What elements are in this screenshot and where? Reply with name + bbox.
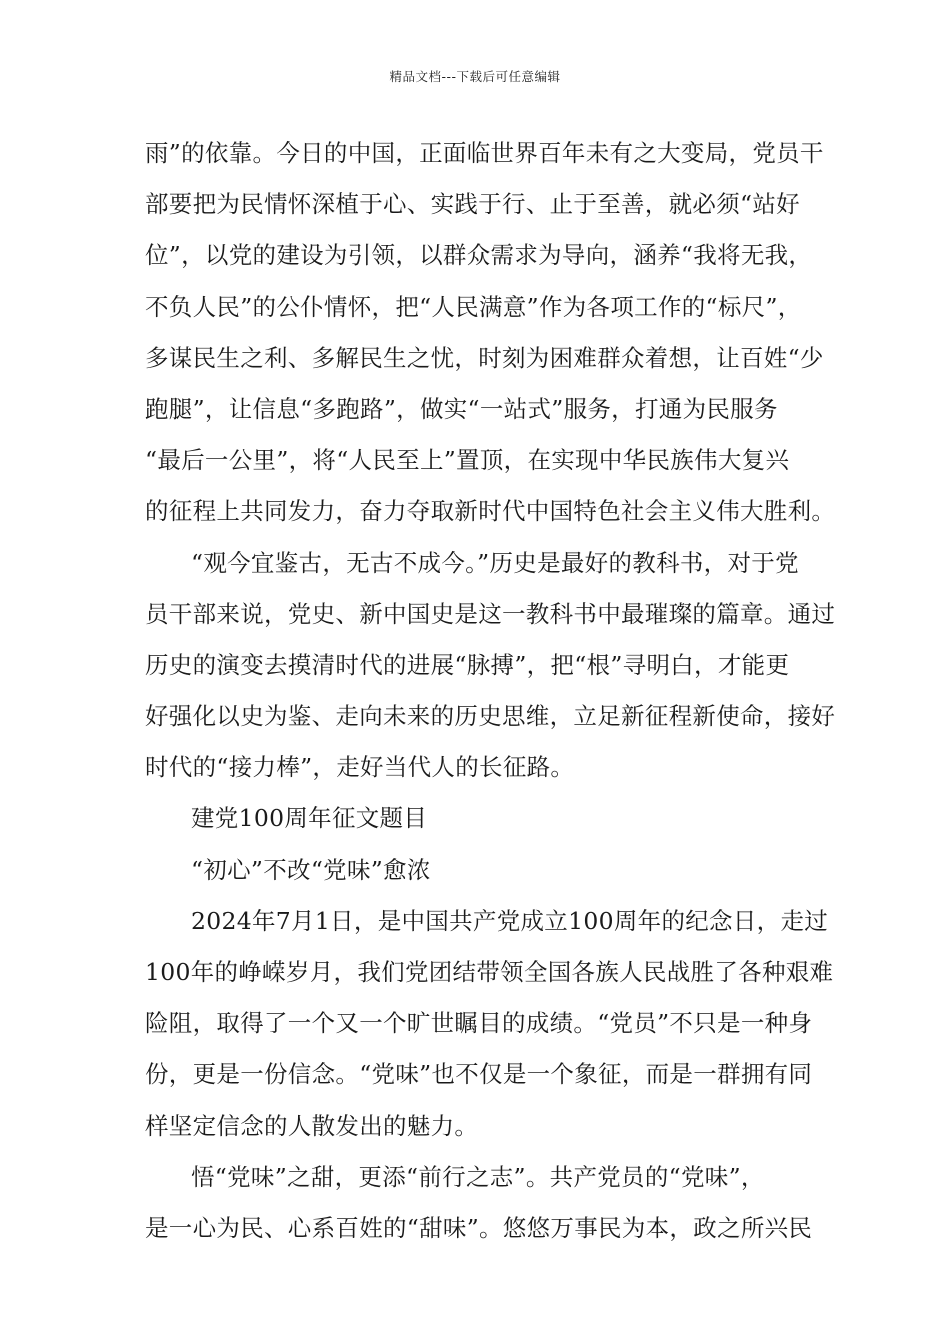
text-line: 部要把为民情怀深植于心、实践于行、止于至善，就必须“站好 <box>145 190 800 219</box>
text-line: 100年的峥嵘岁月，我们党团结带领全国各族人民战胜了各种艰难 <box>145 958 834 986</box>
text-line: 2024年7月1日，是中国共产党成立100周年的纪念日，走过 <box>191 906 829 935</box>
text-line: 多谋民生之利、多解民生之忧，时刻为困难群众着想，让百姓“少 <box>145 343 824 372</box>
text-line: “最后一公里”，将“人民至上”置顶，在实现中华民族伟大复兴 <box>145 446 790 475</box>
section-heading: 建党100周年征文题目 <box>191 804 428 833</box>
text-line: 好强化以史为鉴、走向未来的历史思维，立足新征程新使命，接好 <box>145 702 836 731</box>
text-line: “观今宜鉴古，无古不成今。”历史是最好的教科书，对于党 <box>191 548 799 577</box>
document-body <box>145 128 836 1254</box>
text-line: 的征程上共同发力，奋力夺取新时代中国特色社会主义伟大胜利。 <box>145 497 836 526</box>
text-line: 雨”的依靠。今日的中国，正面临世界百年未有之大变局，党员干 <box>145 139 824 167</box>
text-line: 跑腿”，让信息“多跑路”，做实“一站式”服务，打通为民服务 <box>145 394 778 423</box>
text-line: 历史的演变去摸清时代的进展“脉搏”，把“根”寻明白，才能更 <box>145 650 790 679</box>
text-line: 时代的“接力棒”，走好当代人的长征路。 <box>145 753 575 782</box>
text-line: 份，更是一份信念。“党味”也不仅是一个象征，而是一群拥有同 <box>145 1060 813 1089</box>
text-line: 位”，以党的建设为引领，以群众需求为导向，涵养“我将无我， <box>145 241 813 270</box>
text-line: 是一心为民、心系百姓的“甜味”。悠悠万事民为本，政之所兴民 <box>145 1213 813 1242</box>
article-title: “初心”不改“党味”愈浓 <box>191 855 431 884</box>
text-line: 悟“党味”之甜，更添“前行之志”。共产党员的“党味”， <box>191 1162 765 1191</box>
text-line: 不负人民”的公仆情怀，把“人民满意”作为各项工作的“标尺”， <box>145 292 802 321</box>
page-header: 精品文档---下载后可任意编辑 <box>389 69 561 84</box>
text-line: 员干部来说，党史、新中国史是这一教科书中最璀璨的篇章。通过 <box>145 599 836 628</box>
text-line: 险阻，取得了一个又一个旷世瞩目的成绩。“党员”不只是一种身 <box>145 1009 813 1038</box>
text-line: 样坚定信念的人散发出的魅力。 <box>145 1111 479 1140</box>
